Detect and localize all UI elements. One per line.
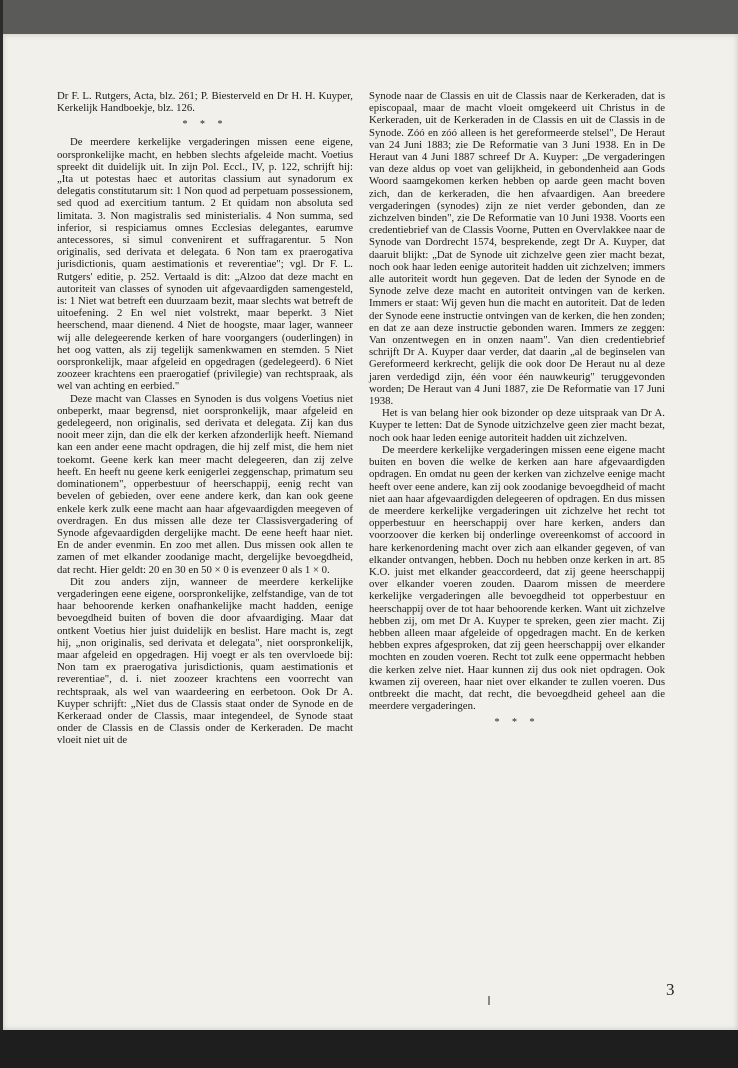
section-separator-1: * * *: [182, 119, 228, 131]
page-number: 3: [666, 980, 675, 999]
paragraph: Dit zou anders zijn, wanneer de meerdere kerkelijke vergaderingen eene eigene, oorspronkelijke, zelfstandige, van de tot haar behoorende kerken onafhankelijke macht hadden, eenige bevoegdheid buiten of boven die door afvaardiging. Maar dat ontkent Voetius hier juist duidelijk en beslist. Hare macht is, zegt hij, „non originalis, sed derivata et delegata", niet oorspronkelijk, maar afgeleid en opgedragen. Hij voegt er als ten overvloede bij: Non tam ex praerogativa jurisdictionis, quam aestimationis et reverentiae", d. i. niet zoozeer krachtens een voorrecht van rechtspraak, als wel van waardeering en eerbetoon. Ook Dr A. Kuyper schrijft: „Niet dus de Classis staat onder de Synode en de Kerkeraad onder de Classis, maar integendeel, de Synode staat onder de Classis en de Classis onder de Kerkeraden. De macht vloeit niet uit de: [57, 575, 353, 747]
reference-line: Dr F. L. Rutgers, Acta, blz. 261; P. Biesterveld en Dr H. H. Kuyper, Kerkelijk Handboekje, blz. 126.: [57, 90, 353, 115]
right-column: [369, 90, 665, 734]
paragraph: Deze macht van Classes en Synoden is dus volgens Voetius niet onbeperkt, maar begrensd, niet oorspronkelijk, maar afgeleid en gedelegeerd, non originalis, sed derivata et delegata. Zij kan dus nooit meer zijn, dan die elk der kerken afzonderlijk heeft. Niemand kan een ander eene macht opdragen, die hij zelf mist, die hem niet toekomt. Geene kerk kan meer macht delegeeren, dan zij zelve heeft. En heeft nu geene kerk eenigerlei zeggenschap, primatum seu dominationem", opperbestuur of heerschappij, eenig recht van bevelen of gebieden, over eene andere kerk, dan kan ook geene enkele kerk zulk eene macht aan haar afgevaardigden meegeven of overdragen. En dus missen alle deze ter Classisvergadering of Synode afgevaardigden dergelijke macht. De eene heeft haar niet. En de ander evenmin. En zoo met allen. Dus missen ook allen te zamen of met elkander zoodanige macht, dergelijke bevoegdheid, dat recht. Hier geldt: 20 en 30 en 50 × 0 is evenzeer 0 als 1 × 0.: [57, 392, 353, 576]
paragraph: Het is van belang hier ook bizonder op deze uitspraak van Dr A. Kuyper te letten: Dat de Synode uitzichzelve geen zier macht bezat, noch ook haar leden eenige autoriteit hadden uit zichzelven.: [369, 407, 665, 444]
left-column: [57, 90, 353, 747]
document-page: [3, 34, 738, 1030]
section-separator-2: * * *: [494, 717, 540, 729]
paragraph: De meerdere kerkelijke vergaderingen missen eene eigene macht buiten en boven die welke de kerken aan hare afgevaardigden opdragen. En omdat nu geen der kerken van zichzelve eenige macht heeft over eene andere, kan zij ook zoodanige bevoegdheid of macht niet aan haar afgevaardigden delegeeren of opdragen. En dus missen de meerdere kerkelijke vergaderingen uit zichzelve het recht tot opperbestuur en heerschappij over hare kerken, anders dan voorzoover die kerken bij onderlinge overeenkomst of accoord in hare kerkenordening macht over zich aan elkander gegeven, of van elkander ontvangen, hebben. Doch nu hebben onze kerken in art. 85 K.O. juist met elkander geaccordeerd, dat zij geene heerschappij over elkander voeren zouden. Daarom missen de meerdere kerkelijke vergaderingen alle bevoegdheid tot opperbestuur en heerschappij over de tot haar behoorende kerken. Want uit zichzelve hebben zij, om met Dr A. Kuyper te spreken, geen zier macht. Zij hebben alleen maar afgeleide of opgedragen macht. En de kerken hebben expres afgesproken, dat zij geen heerschappij over elkander mochten en zouden voeren. Recht tot zulk eene oppermacht hebben die kerken zelve niet. Haar kunnen zij dus ook niet opdragen. Ook kwamen zij overeen, haar niet over elkander te zullen voeren. Dus ontbreekt die macht, dat recht, die bevoegdheid geheel aan die meerdere vergaderingen.: [369, 443, 665, 713]
paragraph: Synode naar de Classis en uit de Classis naar de Kerkeraden, dat is episcopaal, maar de macht vloeit omgekeerd uit Christus in de Kerkeraden, uit de Kerkeraden in de Classis en uit de Classis in de Synode. Zóó en zóó alleen is het gereformeerde stelsel", De Heraut van 24 Juni 1883; zie De Reformatie van 3 Juni 1938. En in De Heraut van 4 Juni 1887 schreef Dr A. Kuyper: „De vergaderingen van deze aldus op voet van gelijkheid, in gebondenheid aan Gods Woord saamgekomen kerken hebben op aarde geen macht boven zich, dan de kerkeraden, die hen afvaardigen. Aan breedere vergaderingen (synodes) zijn ze niet verder gebonden, dan ze zichzelven binden", zie De Reformatie van 10 Juni 1938. Voorts een credentiebrief van de Classis Voorne, Putten en Overvlakkee naar de Synode van Dordrecht 1574, besprekende, zegt Dr A. Kuyper, dat daaruit blijkt: „Dat de Synode uit zichzelve geen zier macht bezat, noch ook haar leden eenige autoriteit hadden uit zichzelven; immers alle autoriteit wordt hun gegeven. Dat de leden der Synode en de Synode zelve deze macht en autoriteit ontvingen van de kerken. Immers er staat: Wij geven hun die macht en autoriteit. Dat de leden der Synode eene instructie ontvingen van de kerken, die hen zonden; en dat ze aan deze instructie gebonden waren. Immers ze zeggen: Van onzentwegen en in onzen naam". Van dien credentiebrief schrijft Dr A. Kuyper daar verder, dat daarin „al de beginselen van Gereformeerd kerkrecht, gelijk die ook door De Heraut nu al deze jaren verdedigd zijn, één voor één nauwkeurig" teruggevonden worden; De Heraut van 4 Juni 1887, zie De Reformatie van 17 Juni 1938.: [369, 90, 665, 408]
scan-bottom-edge: [0, 1030, 738, 1068]
scan-speck: [488, 996, 490, 1005]
paragraph: De meerdere kerkelijke vergaderingen missen eene eigene, oorspronkelijke macht, en hebben slechts afgeleide macht. Voetius spreekt dit duidelijk uit. In zijn Pol. Eccl., IV, p. 122, schrijft hij: „Ita ut potestas haec et autoritas classium aut synadorum ex delegatis constitutarum sit: 1 Non quod ad perpetuam possessionem, sed quod ad exercitium tantum. 2 Et quidam non absoluta sed limitata. 3. Non magistralis sed ministerialis. 4 Non summa, sed inferior, si respiciamus omnes Ecclesias delegantes, earumve antecessores, si simul convenirent et suffragarentur. 5 Non originalis, sed derivata et delegata. 6 Non tam ex praerogativa jurisdictionis, quam aestimationis et reverentiae"; vgl. Dr F. L. Rutgers' editie, p. 252. Vertaald is dit: „Alzoo dat deze macht en autoriteit van classes of synoden uit afgevaardigden samengesteld, is: 1 Niet wat betreft een duurzaam bezit, maar slechts wat betreft de uitoefening. 2 En wel niet volstrekt, maar beperkt. 3 Niet heerschend, maar dienend. 4 Niet de hoogste, maar lager, wanneer wij alle delegeerende kerken of hare voorgangers (ouderlingen) in het oog vatten, als zij tegelijk samenkwamen en stemden. 5 Niet oorspronkelijk, maar afgeleid en opgedragen (gedelegeerd). 6 Niet zoozeer krachtens een praerogatief (privilegie) van rechtspraak, als wel van achting en eerbied.": [57, 136, 353, 393]
